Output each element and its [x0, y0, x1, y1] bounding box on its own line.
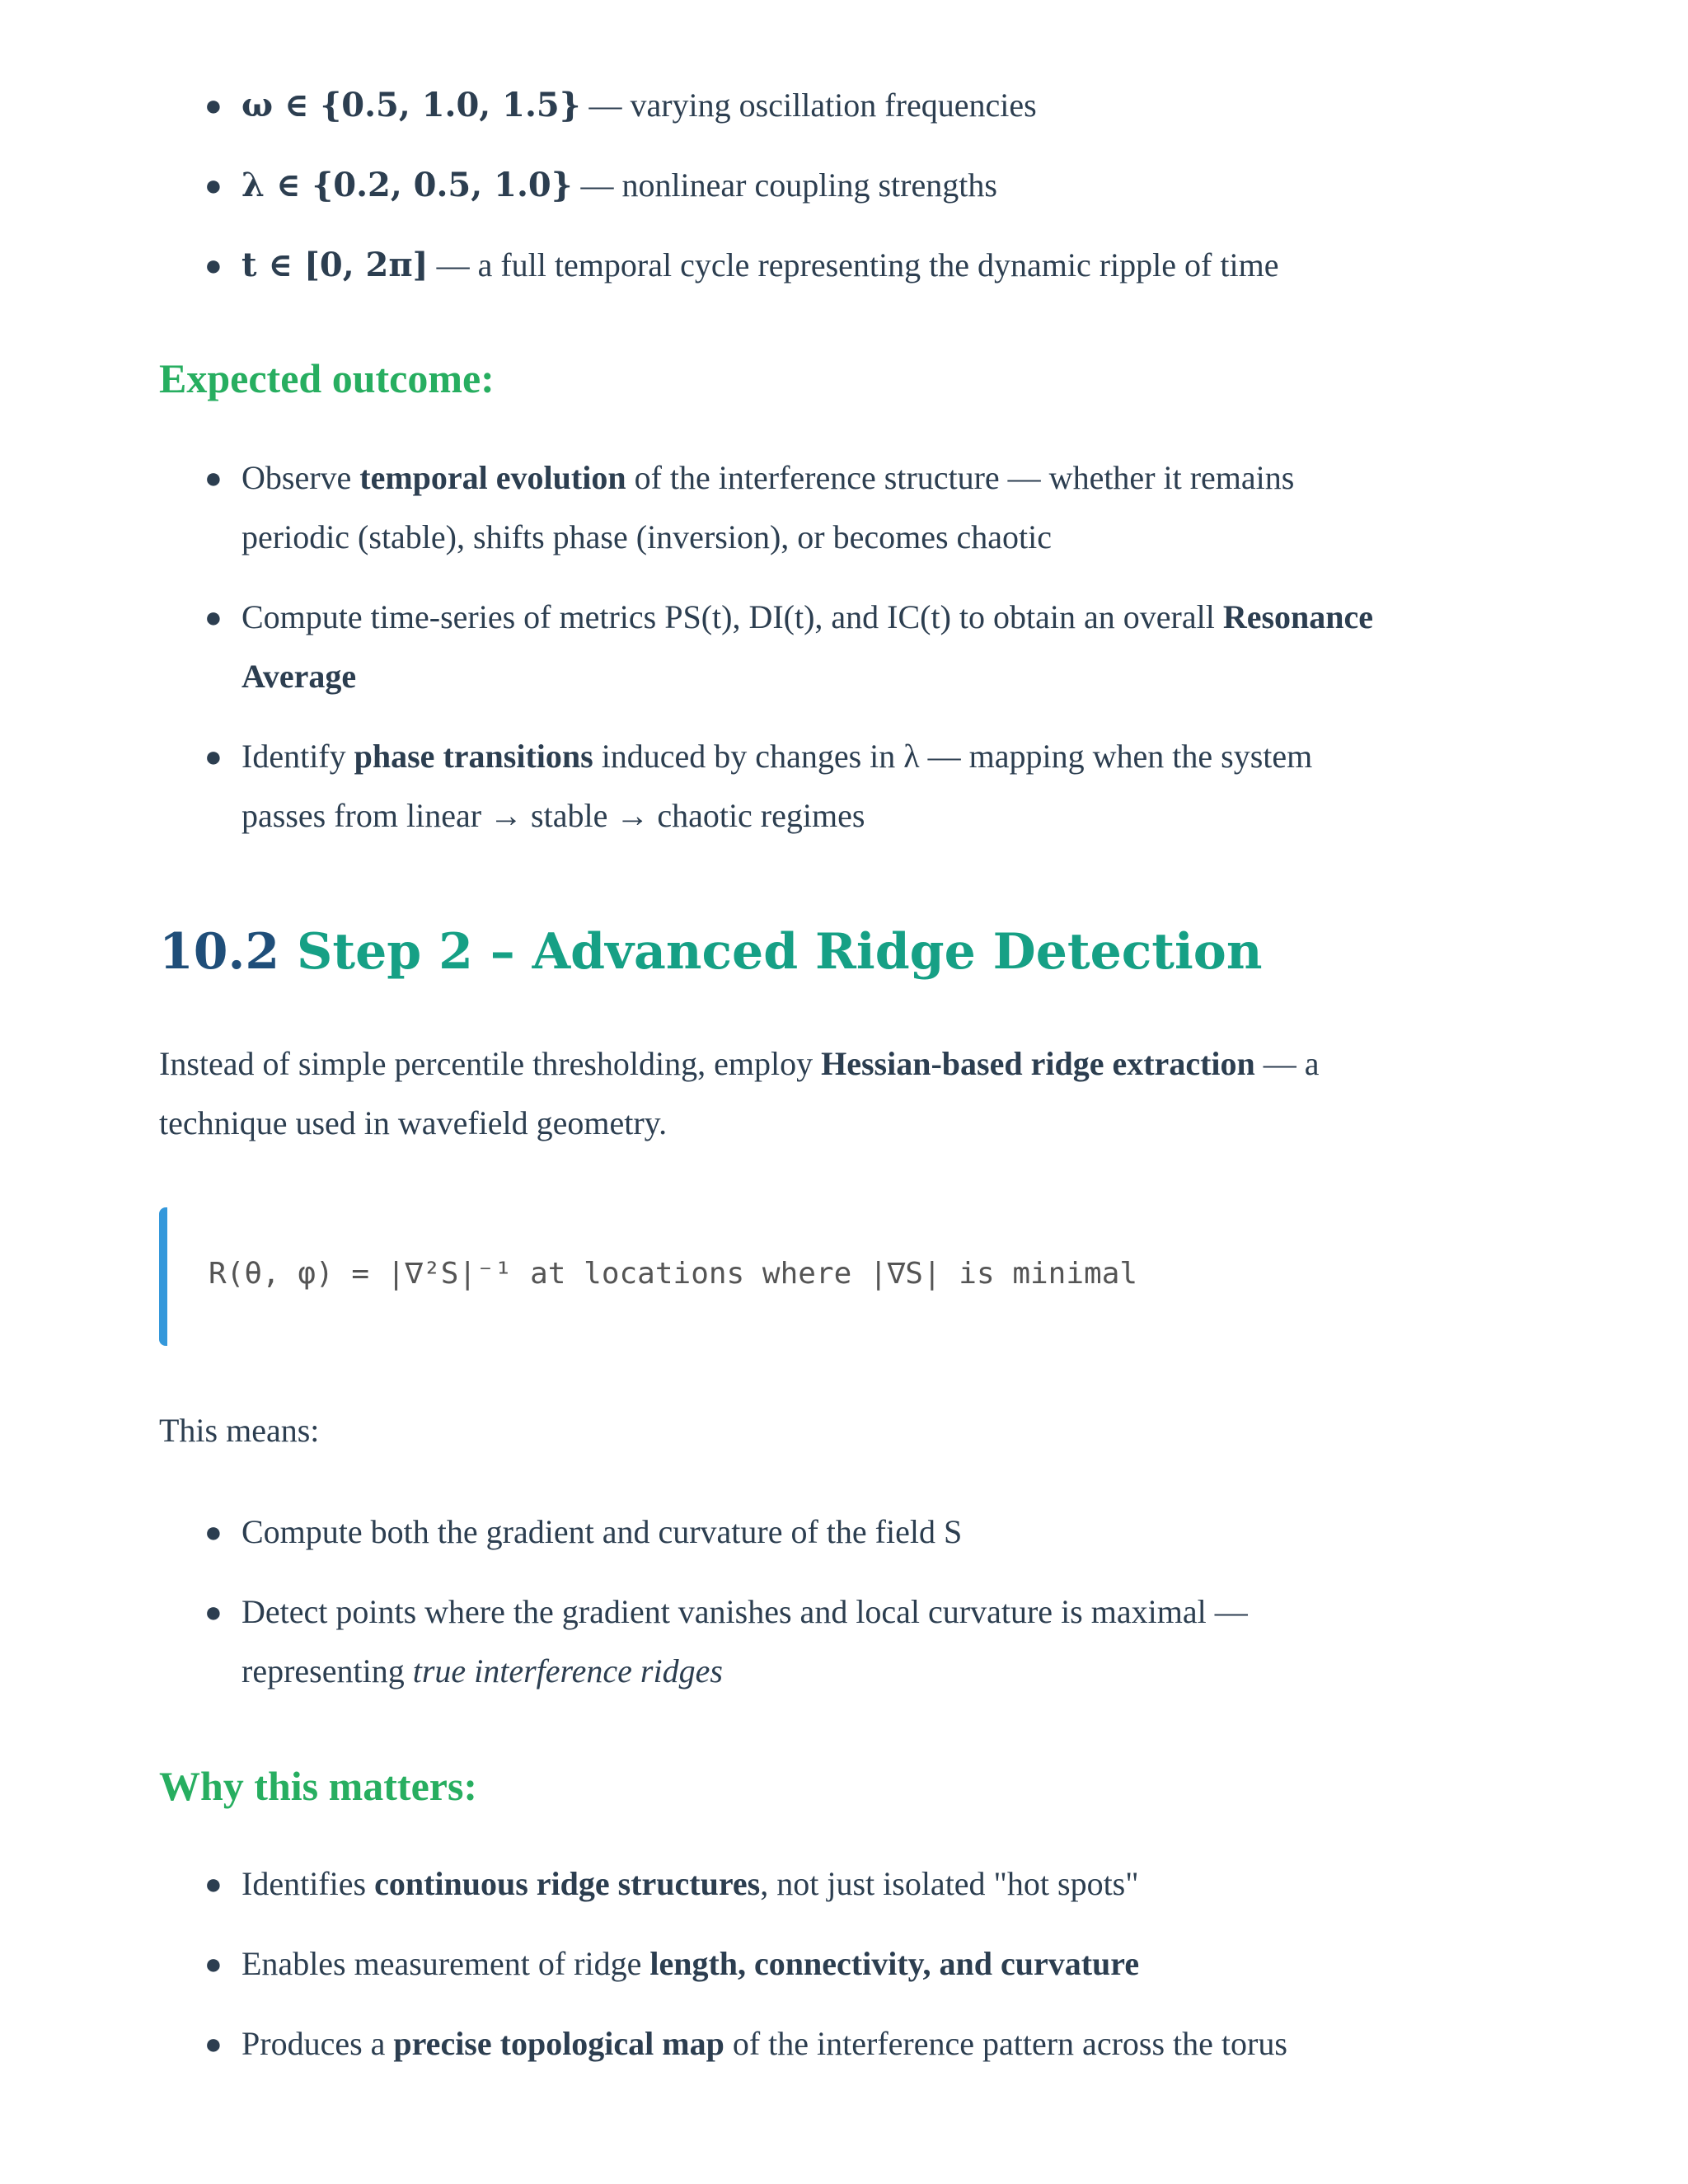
- item-text: Observe: [241, 459, 360, 496]
- bullet-icon: ●: [204, 89, 223, 122]
- bullet-icon: ●: [204, 1596, 223, 1629]
- item-text: Compute time-series of metrics PS(t), DI(t), and IC(t) to obtain an overall: [241, 598, 1223, 635]
- bullet-icon: ●: [204, 601, 223, 634]
- formula-block: [159, 1207, 1536, 1346]
- list-item: [159, 156, 1527, 215]
- item-text: representing: [241, 1652, 413, 1690]
- item-bold: phase transitions: [354, 738, 593, 775]
- item-bold: precise topological map: [393, 2025, 724, 2062]
- item-text: Identifies: [241, 1865, 375, 1902]
- means-list: [159, 1502, 1527, 1701]
- section-title: Step 2 – Advanced Ridge Detection: [297, 923, 1263, 981]
- bullet-icon: ●: [204, 1516, 223, 1549]
- list-item: [159, 1854, 1527, 1914]
- item-text: of the interference pattern across the torus: [724, 2025, 1287, 2062]
- expected-outcome-heading: Expected outcome:: [159, 355, 495, 401]
- bullet-icon: ●: [204, 169, 223, 202]
- list-item: [159, 1934, 1527, 1994]
- item-italic: true interference ridges: [412, 1652, 723, 1690]
- list-item: [159, 1582, 1527, 1701]
- param-omega-desc: — varying oscillation frequencies: [580, 87, 1037, 124]
- item-text: induced by changes in λ — mapping when the system: [593, 738, 1313, 775]
- bullet-icon: ●: [204, 1947, 223, 1980]
- item-bold: Resonance: [1222, 598, 1374, 635]
- item-text: Compute both the gradient and curvature of the field S: [241, 1513, 963, 1550]
- section-number: 10.2: [159, 923, 280, 981]
- list-item: [159, 236, 1527, 295]
- bullet-icon: ●: [204, 2027, 223, 2060]
- intro-text: — a: [1254, 1045, 1320, 1082]
- list-item: [159, 588, 1527, 706]
- item-bold: continuous ridge structures: [374, 1865, 761, 1902]
- list-item: [159, 76, 1527, 135]
- means-label: This means:: [159, 1412, 320, 1449]
- formula-code: R(θ, φ) = |∇²S|⁻¹ at locations where |∇S| is minimal: [209, 1257, 1138, 1291]
- item-text: Enables measurement of ridge: [241, 1945, 650, 1982]
- section-intro: [159, 1034, 1527, 1153]
- list-item: [159, 1502, 1527, 1562]
- item-text: of the interference structure — whether it remains: [626, 459, 1295, 496]
- expected-outcome-list: [159, 448, 1527, 846]
- param-lambda-desc: — nonlinear coupling strengths: [572, 166, 997, 204]
- item-bold: Average: [241, 658, 357, 695]
- param-t: t ∈ [0, 2π]: [241, 246, 429, 284]
- item-text: Detect points where the gradient vanishes and local curvature is maximal —: [241, 1593, 1248, 1630]
- item-text: , not just isolated "hot spots": [760, 1865, 1139, 1902]
- param-lambda: λ ∈ {0.2, 0.5, 1.0}: [241, 166, 573, 204]
- item-bold: temporal evolution: [359, 459, 626, 496]
- list-item: [159, 448, 1527, 567]
- item-text: Identify: [241, 738, 354, 775]
- bullet-icon: ●: [204, 249, 223, 282]
- why-heading: Why this matters:: [159, 1763, 478, 1809]
- bullet-icon: ●: [204, 740, 223, 773]
- section-heading: [159, 923, 1527, 981]
- intro-bold: Hessian-based ridge extraction: [821, 1045, 1255, 1082]
- why-list: [159, 1854, 1527, 2074]
- item-text: passes from linear → stable → chaotic regimes: [241, 797, 865, 834]
- list-item: [159, 727, 1527, 846]
- intro-text: Instead of simple percentile thresholding, employ: [159, 1045, 822, 1082]
- bullet-icon: ●: [204, 1868, 223, 1900]
- list-item: [159, 2014, 1527, 2074]
- parameter-list: [159, 76, 1527, 295]
- item-bold: length, connectivity, and curvature: [649, 1945, 1140, 1982]
- intro-text: technique used in wavefield geometry.: [159, 1104, 668, 1141]
- param-omega: ω ∈ {0.5, 1.0, 1.5}: [241, 86, 581, 124]
- param-t-desc: — a full temporal cycle representing the dynamic ripple of time: [428, 246, 1279, 284]
- bullet-icon: ●: [204, 462, 223, 494]
- item-text: periodic (stable), shifts phase (inversion), or becomes chaotic: [241, 518, 1053, 555]
- item-text: Produces a: [241, 2025, 394, 2062]
